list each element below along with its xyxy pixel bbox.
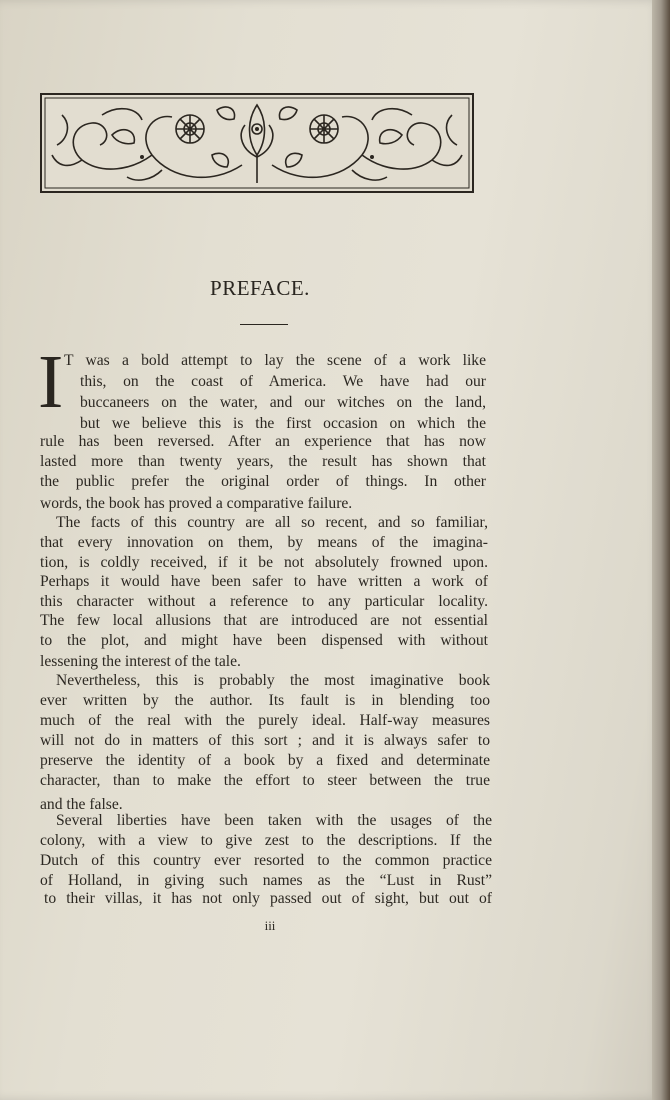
text-line: character, than to make the effort to steer between the true xyxy=(40,772,490,789)
ornamental-headpiece xyxy=(40,93,474,193)
text-line: but we believe this is the first occasion on which the xyxy=(80,415,486,432)
text-line: Dutch of this country ever resorted to the common practice xyxy=(40,852,492,869)
text-line: and the false. xyxy=(40,796,123,813)
text-line: tion, is coldly received, if it be not absolutely frowned upon. xyxy=(40,554,488,571)
text-line: the public prefer the original order of things. In other xyxy=(40,473,486,490)
text-line: to the plot, and might have been dispensed with without xyxy=(40,632,488,649)
text-line: this character without a reference to any particular locality. xyxy=(40,593,488,610)
text-line: words, the book has proved a comparative failure. xyxy=(40,495,353,512)
text-line: preserve the identity of a book by a fixed and determinate xyxy=(40,752,490,769)
text-line: this, on the coast of America. We have had our xyxy=(80,373,486,390)
text-line: lessening the interest of the tale. xyxy=(40,653,241,670)
page-edge xyxy=(652,0,670,1100)
text-line: T was a bold attempt to lay the scene of a work like xyxy=(64,352,486,369)
drop-cap: I xyxy=(38,340,64,424)
text-line: lasted more than twenty years, the result has shown that xyxy=(40,453,486,470)
text-line: buccaneers on the water, and our witches on the land, xyxy=(80,394,486,411)
floral-ornament-icon xyxy=(42,95,472,191)
title-rule xyxy=(240,324,288,325)
text-line: rule has been reversed. After an experience that has now xyxy=(40,433,486,450)
text-line: The facts of this country are all so recent, and so familiar, xyxy=(56,514,488,531)
page-title: PREFACE. xyxy=(210,276,310,300)
text-line: colony, with a view to give zest to the descriptions. If the xyxy=(40,832,492,849)
text-line: of Holland, in giving such names as the “Lust in Rust” xyxy=(40,872,492,889)
text-line: to their villas, it has not only passed out of sight, but out of xyxy=(44,890,492,907)
text-line: Nevertheless, this is probably the most imaginative book xyxy=(56,672,490,689)
text-line: Perhaps it would have been safer to have written a work of xyxy=(40,573,488,590)
text-line: much of the real with the purely ideal. Half-way measures xyxy=(40,712,490,729)
text-line: Several liberties have been taken with the usages of the xyxy=(56,812,492,829)
text-line: will not do in matters of this sort ; and it is always safer to xyxy=(40,732,490,749)
text-line: The few local allusions that are introduced are not essential xyxy=(40,612,488,629)
text-line: that every innovation on them, by means of the imagina- xyxy=(40,534,488,551)
text-line: ever written by the author. Its fault is in blending too xyxy=(40,692,490,709)
page-number: iii xyxy=(264,918,276,933)
